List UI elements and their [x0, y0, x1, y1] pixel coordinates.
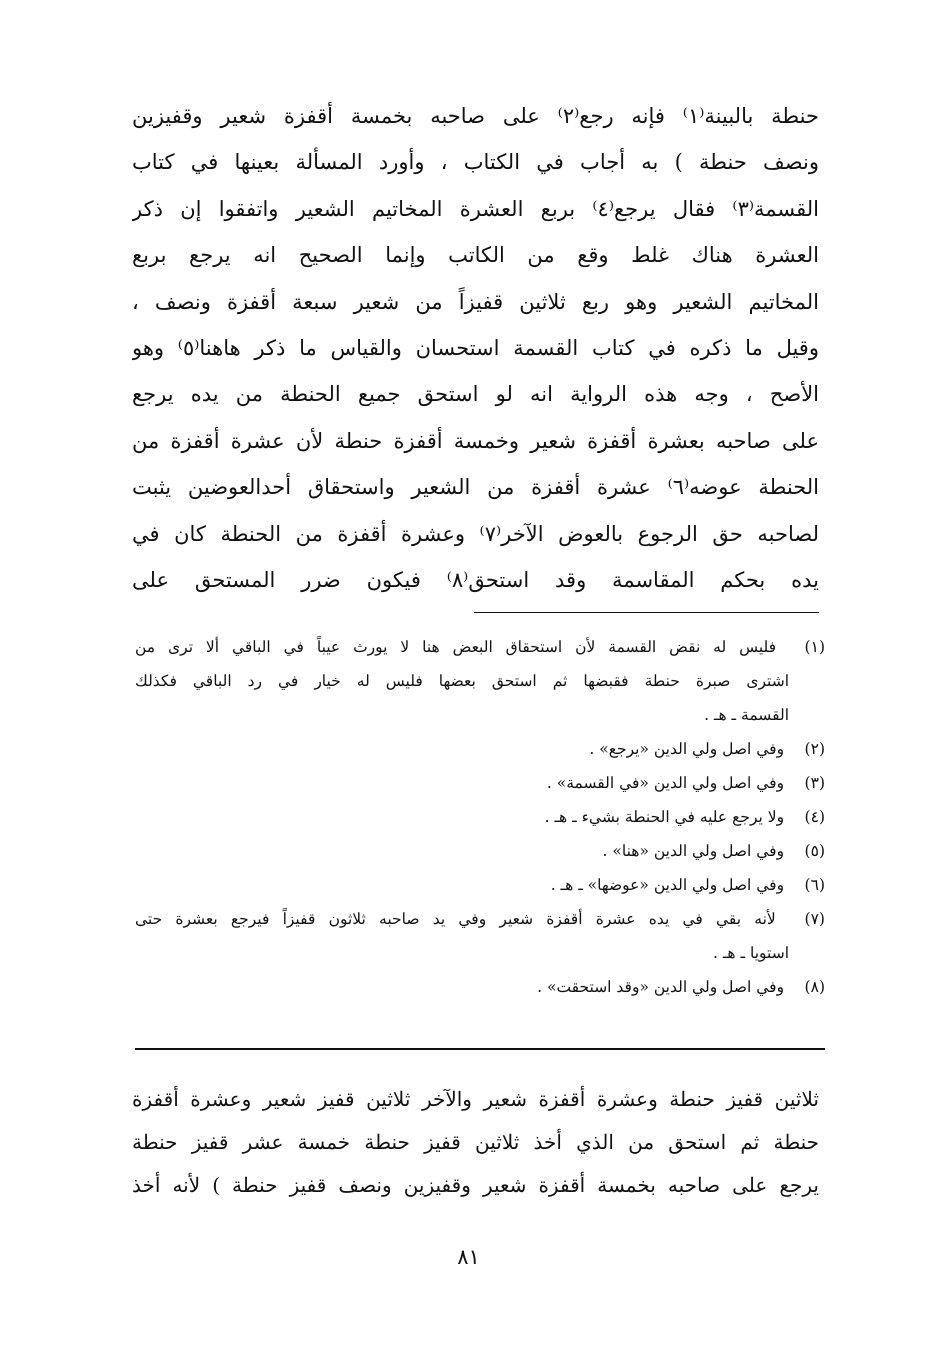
footnote-7: [135, 902, 825, 936]
footnote-number: (٤): [804, 808, 825, 826]
footnote-text: وفي اصل ولي الدين «في القسمة» .: [546, 774, 785, 792]
footnote-number: (٦): [804, 876, 825, 894]
footnote-6: [135, 868, 825, 902]
footnote-1-continuation: اشترى صبرة حنطة فقبضها ثم استحق بعضها فليس له خيار في رد الباقي فكذلك: [135, 672, 789, 690]
footnote-7-continuation: استويا ـ هـ .: [713, 944, 789, 962]
footnote-3: [135, 766, 825, 800]
main-text-line: يده بحكم المقاسمة وقد استحق⁽٨⁾ فيكون ضرر المستحق على: [132, 567, 819, 592]
main-text-line: القسمة⁽٣⁾ فقال يرجع⁽٤⁾ بربع العشرة المخاتيم الشعير واتفقوا إن ذكر: [132, 196, 819, 221]
bottom-text-line: يرجع على صاحبه بخمسة أقفزة شعير وقفيزين ونصف قفيز حنطة ) لأنه أخذ: [132, 1173, 819, 1197]
main-text-line: العشرة هناك غلط وقع من الكاتب وإنما الصحيح انه يرجع بربع: [132, 243, 819, 268]
footnote-text: فليس له نقض القسمة لأن استحقاق البعض هنا لا يورث عيباً في الباقي ألا ترى من: [135, 638, 777, 656]
footnote-text: وفي اصل ولي الدين «هنا» .: [602, 842, 785, 860]
main-text-block: [132, 93, 819, 603]
bottom-text-line: ثلاثين قفيز حنطة وعشرة أقفزة شعير والآخر ثلاثين قفيز شعير وعشرة أقفزة: [132, 1087, 819, 1111]
footnote-text: وفي اصل ولي الدين «يرجع» .: [589, 740, 785, 758]
main-text-line: على صاحبه بعشرة أقفزة شعير وخمسة أقفزة حنطة لأن عشرة أقفزة من: [132, 428, 819, 453]
footnote-text: وفي اصل ولي الدين «عوضها» ـ هـ .: [550, 876, 785, 894]
page-number: ٨١: [457, 1245, 480, 1269]
footnotes-block: [135, 630, 825, 1004]
footnote-text: ولا يرجع عليه في الحنطة بشيء ـ هـ .: [544, 808, 785, 826]
footnote-1-continuation: القسمة ـ هـ .: [704, 706, 789, 724]
main-text-line: ونصف حنطة ) به أجاب في الكتاب ، وأورد المسألة بعينها في كتاب: [132, 150, 819, 175]
footnote-5: [135, 834, 825, 868]
main-text-line: الأصح ، وجه هذه الرواية انه لو استحق جميع الحنطة من يده يرجع: [132, 382, 819, 407]
footnote-8: [135, 970, 825, 1004]
main-text-line: الحنطة عوضه⁽٦⁾ عشرة أقفزة من الشعير واستحقاق أحدالعوضين يثبت: [132, 475, 819, 500]
footnote-number: (٥): [804, 842, 825, 860]
footnote-1: [135, 630, 825, 664]
footnote-4: [135, 800, 825, 834]
main-text-line: وقيل ما ذكره في كتاب القسمة استحسان والقياس ما ذكر هاهنا⁽٥⁾ وهو: [132, 335, 819, 360]
section-separator: [135, 1048, 825, 1050]
footnote-text: وفي اصل ولي الدين «وقد استحقت» .: [537, 978, 785, 996]
footnote-number: (١): [804, 638, 825, 656]
main-text-line: المخاتيم الشعير وهو ربع ثلاثين قفيزاً من شعير سبعة أقفزة ونصف ،: [132, 289, 819, 314]
footnote-number: (٨): [804, 978, 825, 996]
footnote-text: لأنه بقي في يده عشرة أقفزة شعير وفي يد صاحبه ثلاثون قفيزاً فيرجع بعشرة حتى: [135, 910, 776, 928]
footnote-number: (٣): [804, 774, 825, 792]
footnote-2: [135, 732, 825, 766]
bottom-text-line: حنطة ثم استحق من الذي أخذ ثلاثين قفيز حنطة خمسة عشر قفيز حنطة: [132, 1130, 819, 1154]
footnote-number: (٧): [804, 910, 825, 928]
footnote-separator: [474, 612, 819, 613]
main-text-line: لصاحبه حق الرجوع بالعوض الآخر⁽٧⁾ وعشرة أقفزة من الحنطة كان في: [132, 521, 819, 546]
footnote-number: (٢): [804, 740, 825, 758]
main-text-line: حنطة بالبينة⁽١⁾ فإنه رجع⁽٢⁾ على صاحبه بخمسة أقفزة شعير وقفيزين: [132, 104, 819, 128]
bottom-text-block: [132, 1078, 819, 1207]
